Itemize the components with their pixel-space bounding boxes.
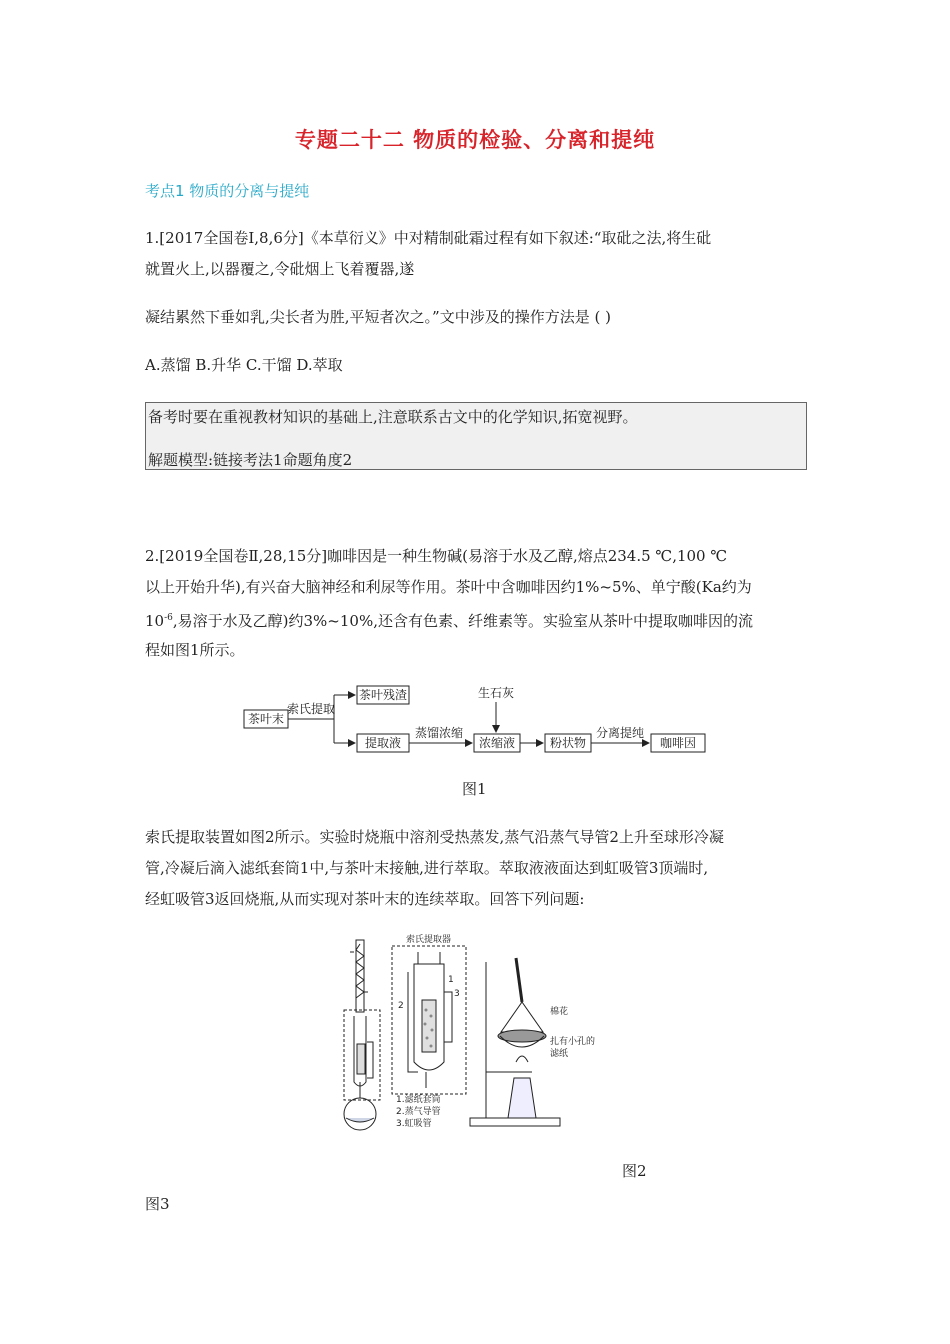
q2-line2: 以上开始升华),有兴奋大脑神经和利尿等作用。茶叶中含咖啡因约1%~5%、单宁酸(Ka约为 — [145, 578, 752, 596]
funnel-icon — [498, 958, 546, 1042]
label-number-1: 1 — [448, 975, 454, 985]
q2-power-exp: -6 — [164, 613, 173, 623]
label-number-3: 3 — [454, 989, 460, 999]
alcohol-lamp-icon — [508, 1056, 536, 1118]
flow-start-label: 茶叶末 — [247, 712, 285, 726]
small-extractor-icon — [354, 1016, 373, 1086]
flow-reagent-label: 生石灰 — [477, 686, 515, 700]
filter-paper-label-1: 扎有小孔的 — [550, 1037, 596, 1047]
soxhlet-line2: 管,冷凝后滴入滤纸套筒1中,与茶叶末接触,进行萃取。萃取液液面达到虹吸管3顶端时, — [145, 859, 709, 877]
fig3-caption: 图3 — [145, 1195, 170, 1213]
flow-step1-label: 索氏提取 — [286, 702, 336, 716]
round-bottom-flask-icon — [344, 1082, 376, 1130]
soxhlet-extractor-icon — [408, 952, 452, 1088]
q1-line2: 就置火上,以器覆之,令砒烟上飞着覆器,遂 — [145, 260, 415, 278]
tip-box — [145, 402, 807, 470]
legend-item-2: 2.蒸气导管 — [396, 1107, 441, 1117]
q1-line3: 凝结累然下垂如乳,尖长者为胜,平短者次之。”文中涉及的操作方法是 ( ) — [145, 308, 611, 326]
flow-chart — [238, 676, 718, 756]
page-title: 专题二十二 物质的检验、分离和提纯 — [294, 128, 656, 152]
apparatus-figure — [336, 932, 616, 1138]
legend-item-3: 3.虹吸管 — [396, 1119, 432, 1129]
section-heading: 考点1 物质的分离与提纯 — [145, 182, 310, 200]
flow-concentrate-label: 浓缩液 — [478, 736, 516, 750]
q2-line4: 程如图1所示。 — [145, 641, 245, 659]
q2-power-base: 10 — [145, 612, 165, 630]
tip-text: 备考时要在重视教材知识的基础上,注意联系古文中的化学知识,拓宽视野。 — [148, 408, 638, 426]
q1-line1: 1.[2017全国卷Ⅰ,8,6分]《本草衍义》中对精制砒霜过程有如下叙述:“取砒之法,将生砒 — [145, 229, 712, 247]
solving-model: 解题模型:链接考法1命题角度2 — [148, 451, 353, 469]
flow-powder-label: 粉状物 — [549, 736, 587, 750]
filter-paper-label-2: 滤纸 — [550, 1049, 569, 1059]
label-number-2: 2 — [398, 1001, 404, 1011]
flow-step2-label: 蒸馏浓缩 — [414, 726, 464, 740]
extractor-label: 索氏提取器 — [406, 935, 452, 945]
legend-item-1: 1.滤纸套筒 — [396, 1095, 441, 1105]
q2-line1: 2.[2019全国卷Ⅱ,28,15分]咖啡因是一种生物碱(易溶于水及乙醇,熔点234.5 ℃,100 ℃ — [145, 547, 728, 565]
flow-extract-label: 提取液 — [364, 736, 402, 750]
cotton-label: 棉花 — [550, 1007, 569, 1017]
fig2-caption: 图2 — [622, 1162, 647, 1180]
q2-line3 — [145, 607, 753, 632]
condenser-icon — [350, 940, 368, 1012]
flow-step3-label: 分离提纯 — [595, 726, 645, 740]
flow-residue-label: 茶叶残渣 — [358, 688, 408, 702]
q1-options: A.蒸馏 B.升华 C.干馏 D.萃取 — [145, 356, 343, 374]
soxhlet-line1: 索氏提取装置如图2所示。实验时烧瓶中溶剂受热蒸发,蒸气沿蒸气导管2上升至球形冷凝 — [145, 828, 724, 846]
flow-product-label: 咖啡因 — [659, 736, 697, 750]
soxhlet-line3: 经虹吸管3返回烧瓶,从而实现对茶叶末的连续萃取。回答下列问题: — [145, 890, 585, 908]
q2-line3-rest: ,易溶于水及乙醇)约3%~10%,还含有色素、纤维素等。实验室从茶叶中提取咖啡因的流 — [172, 612, 753, 630]
fig1-caption: 图1 — [462, 780, 487, 798]
